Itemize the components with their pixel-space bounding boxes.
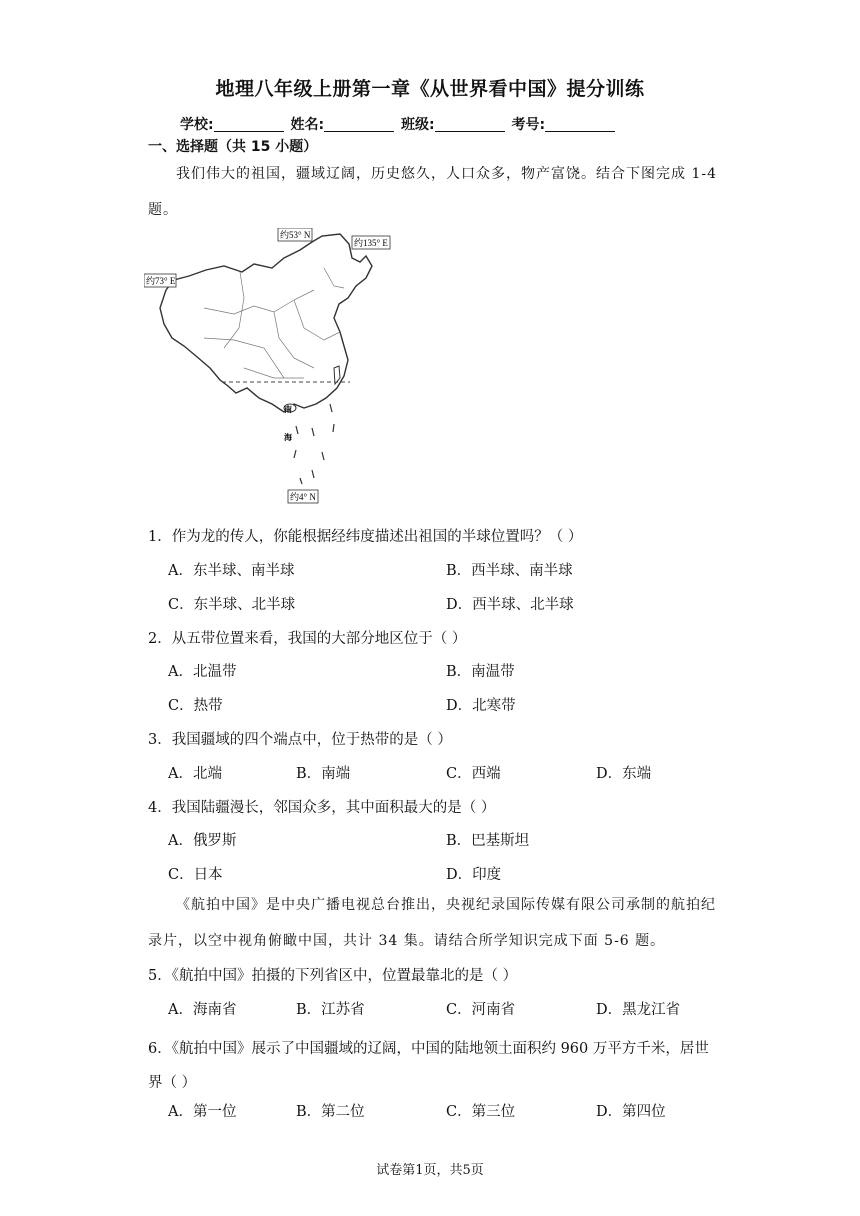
- south-sea-islands: [294, 404, 334, 484]
- q5-option-c[interactable]: C．河南省: [446, 1002, 516, 1018]
- intro-paragraph-1: 我们伟大的祖国，疆域辽阔，历史悠久，人口众多，物产富饶。结合下图完成 1-4 题。: [148, 166, 717, 218]
- q5-option-a[interactable]: A．海南省: [168, 1002, 237, 1018]
- page-footer: 试卷第1页，共5页: [376, 1163, 484, 1178]
- q5-option-b[interactable]: B．江苏省: [296, 1002, 365, 1018]
- label-n53: 约53° N: [280, 230, 311, 240]
- question-5: 5．《航拍中国》拍摄的下列省区中，位置最靠北的是（ ）: [148, 968, 518, 984]
- class-blank[interactable]: [435, 117, 505, 132]
- q4-option-d[interactable]: D．印度: [446, 867, 502, 883]
- school-blank[interactable]: [214, 117, 284, 132]
- intro-paragraph-2: 《航拍中国》是中央广播电视总台推出，央视纪录国际传媒有限公司承制的航拍纪录片，以空中视角俯瞰中国，共计 34 集。请结合所学知识完成下面 5-6 题。: [148, 897, 716, 949]
- q1-option-d[interactable]: D．西半球、北半球: [446, 597, 574, 613]
- q6-option-c[interactable]: C．第三位: [446, 1104, 516, 1120]
- q4-option-b[interactable]: B．巴基斯坦: [446, 833, 530, 849]
- section-title: 一、选择题（共 15 小题）: [148, 139, 318, 155]
- sea-label-sea: 海: [284, 433, 292, 442]
- exam-number-label: 考号:: [511, 117, 546, 133]
- q3-option-c[interactable]: C．西端: [446, 766, 501, 782]
- exam-number-blank[interactable]: [545, 117, 615, 132]
- school-label: 学校:: [180, 117, 214, 133]
- q6-option-a[interactable]: A．第一位: [168, 1104, 237, 1120]
- q6-option-b[interactable]: B．第二位: [296, 1104, 365, 1120]
- china-outline: [160, 234, 372, 412]
- name-blank[interactable]: [324, 117, 394, 132]
- q2-option-b[interactable]: B．南温带: [446, 664, 515, 680]
- question-2: 2．从五带位置来看，我国的大部分地区位于（ ）: [148, 631, 467, 647]
- sea-label-south: 南: [284, 405, 292, 414]
- question-3: 3．我国疆域的四个端点中，位于热带的是（ ）: [148, 732, 452, 748]
- china-map-figure: [144, 228, 394, 508]
- page-title: 地理八年级上册第一章《从世界看中国》提分训练: [215, 78, 645, 100]
- q1-option-b[interactable]: B．西半球、南半球: [446, 563, 573, 579]
- class-label: 班级:: [400, 117, 435, 133]
- label-n4: 约4° N: [290, 492, 316, 502]
- q5-option-d[interactable]: D．黑龙江省: [596, 1002, 681, 1018]
- q2-option-d[interactable]: D．北寒带: [446, 698, 516, 714]
- q2-option-c[interactable]: C．热带: [168, 698, 223, 714]
- q3-option-a[interactable]: A．北端: [168, 766, 222, 782]
- label-e73: 约73° E: [146, 276, 176, 286]
- q4-option-a[interactable]: A．俄罗斯: [168, 833, 237, 849]
- q1-option-c[interactable]: C．东半球、北半球: [168, 597, 296, 613]
- label-e135: 约135° E: [354, 238, 388, 248]
- question-4: 4．我国陆疆漫长，邻国众多，其中面积最大的是（ ）: [148, 800, 496, 816]
- question-6: 6．《航拍中国》展示了中国疆域的辽阔，中国的陆地领土面积约 960 万平方千米，居世界（ ）: [148, 1041, 709, 1091]
- name-label: 姓名:: [290, 117, 325, 133]
- q3-option-d[interactable]: D．东端: [596, 766, 652, 782]
- china-map: [144, 228, 394, 508]
- q6-option-d[interactable]: D．第四位: [596, 1104, 666, 1120]
- student-info-row: [180, 114, 700, 134]
- q1-option-a[interactable]: A．东半球、南半球: [168, 563, 295, 579]
- q4-option-c[interactable]: C．日本: [168, 867, 223, 883]
- question-1: 1．作为龙的传人，你能根据经纬度描述出祖国的半球位置吗？（ ）: [148, 529, 583, 545]
- q3-option-b[interactable]: B．南端: [296, 766, 351, 782]
- q2-option-a[interactable]: A．北温带: [168, 664, 237, 680]
